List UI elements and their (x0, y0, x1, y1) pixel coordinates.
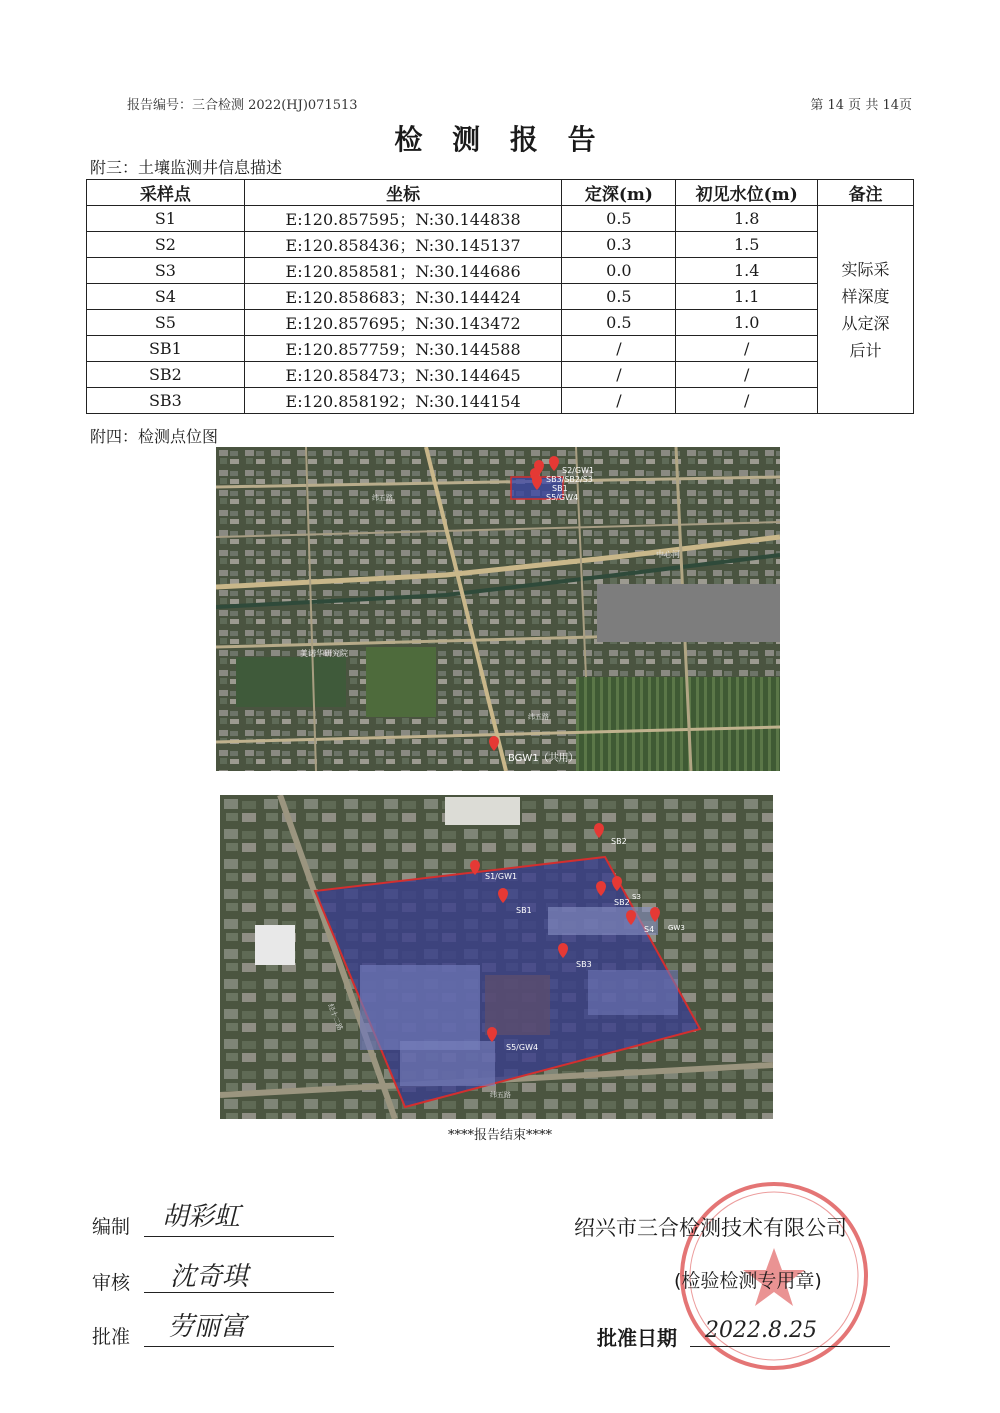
marker-label: GW3 (668, 924, 685, 932)
map-marker (650, 907, 685, 932)
approval-date-label: 批准日期 (597, 1326, 677, 1350)
column-header: 初见水位(m) (676, 180, 818, 206)
cell-coordinate: E:120.858436；N:30.145137 (244, 232, 562, 258)
cell-depth: / (562, 336, 676, 362)
page-indicator: 第 14 页 共 14页 (810, 98, 912, 113)
cell-coordinate: E:120.857759；N:30.144588 (244, 336, 562, 362)
cell-water-level: / (676, 336, 818, 362)
map-marker (549, 456, 594, 475)
road-label: 纬五路 (490, 1091, 511, 1099)
marker-label: SB2 (614, 898, 630, 907)
approve-label: 批准 (92, 1326, 131, 1348)
marker-label: S1/GW1 (485, 872, 518, 881)
compile-line (144, 1236, 334, 1237)
cell-point: SB2 (87, 362, 245, 388)
cell-water-level: 1.5 (676, 232, 818, 258)
map-marker (470, 860, 517, 881)
table-row (87, 232, 914, 258)
map-marker (489, 736, 579, 764)
cell-depth: 0.5 (562, 284, 676, 310)
marker-label: S5/GW4 (506, 1043, 539, 1052)
appendix4-title: 附四：检测点位图 (90, 427, 219, 446)
table-row (87, 362, 914, 388)
review-label: 审核 (92, 1272, 131, 1294)
table-row (87, 258, 914, 284)
cell-coordinate: E:120.858683；N:30.144424 (244, 284, 562, 310)
road-label: 纬五路 (372, 494, 393, 502)
cell-point: S3 (87, 258, 245, 284)
marker-label: BGW1（共用） (508, 753, 579, 764)
cell-coordinate: E:120.858581；N:30.144686 (244, 258, 562, 284)
marker-label: SB1 (552, 484, 568, 493)
compile-label: 编制 (92, 1216, 131, 1238)
page-title: 检 测 报 告 (394, 123, 606, 156)
marker-label: S5/GW4 (546, 493, 579, 502)
cell-point: SB3 (87, 388, 245, 414)
marker-label: S4 (644, 925, 655, 934)
map-marker (626, 910, 654, 934)
appendix3-title: 附三：土壤监测井信息描述 (90, 158, 283, 177)
review-signature: 沈奇琪 (170, 1262, 249, 1292)
map-marker (594, 823, 627, 846)
company-name: 绍兴市三合检测技术有限公司 (574, 1216, 847, 1240)
cell-point: S5 (87, 310, 245, 336)
marker-label: SB1 (516, 906, 532, 915)
cell-point: SB1 (87, 336, 245, 362)
cell-water-level: 1.4 (676, 258, 818, 284)
date-line (690, 1346, 890, 1347)
remark-line: 样深度 (841, 286, 890, 306)
marker-label: SB2 (611, 837, 627, 846)
remark-line: 后计 (849, 340, 882, 360)
marker-label: S3 (632, 893, 641, 901)
cell-depth: 0.5 (562, 206, 676, 232)
cell-water-level: / (676, 362, 818, 388)
road-label: 纬五路 (528, 713, 549, 721)
cell-water-level: / (676, 388, 818, 414)
table-row (87, 206, 914, 232)
place-label: 美诺华研究院 (300, 649, 348, 658)
cell-point: S4 (87, 284, 245, 310)
approve-line (144, 1346, 334, 1347)
marker-label: SB3 (576, 960, 592, 969)
table-row (87, 388, 914, 414)
road-label: 经十二路 (326, 1002, 345, 1032)
report-end-text: ****报告结束**** (447, 1128, 552, 1143)
cell-depth: 0.3 (562, 232, 676, 258)
cell-point: S1 (87, 206, 245, 232)
column-header: 定深(m) (562, 180, 676, 206)
map-marker (558, 943, 592, 969)
map-marker (487, 1027, 538, 1052)
remark-line: 实际采 (841, 259, 890, 279)
cell-water-level: 1.8 (676, 206, 818, 232)
cell-coordinate: E:120.857595；N:30.144838 (244, 206, 562, 232)
report-number: 报告编号：三合检测 2022(HJ)071513 (127, 98, 358, 113)
column-header: 采样点 (87, 180, 245, 206)
cell-depth: / (562, 362, 676, 388)
cell-coordinate: E:120.858192；N:30.144154 (244, 388, 562, 414)
approve-signature: 劳丽富 (168, 1312, 247, 1342)
map-marker (498, 888, 532, 915)
table-row (87, 284, 914, 310)
cell-water-level: 1.1 (676, 284, 818, 310)
cell-depth: 0.5 (562, 310, 676, 336)
compile-signature: 胡彩虹 (162, 1202, 241, 1232)
overview-satellite-map (216, 447, 780, 771)
remark-line: 从定深 (841, 313, 890, 333)
table-row (87, 336, 914, 362)
table-row (87, 310, 914, 336)
marker-label: S2/GW1 (562, 466, 595, 475)
cell-coordinate: E:120.857695；N:30.143472 (244, 310, 562, 336)
cell-depth: / (562, 388, 676, 414)
column-header: 坐标 (244, 180, 562, 206)
approval-date: 2022.8.25 (705, 1318, 817, 1343)
marker-label: SB3/SB2/S3 (546, 475, 593, 484)
site-satellite-map (220, 795, 773, 1119)
well-info-table (86, 179, 914, 414)
cell-remark (818, 206, 914, 414)
column-header: 备注 (818, 180, 914, 206)
cell-water-level: 1.0 (676, 310, 818, 336)
cell-coordinate: E:120.858473；N:30.144645 (244, 362, 562, 388)
table-header-row (87, 180, 914, 206)
stamp-caption: (检验检测专用章) (674, 1270, 822, 1292)
cell-depth: 0.0 (562, 258, 676, 284)
cell-point: S2 (87, 232, 245, 258)
river-label: 中心河 (656, 550, 680, 559)
map-marker (596, 881, 630, 907)
